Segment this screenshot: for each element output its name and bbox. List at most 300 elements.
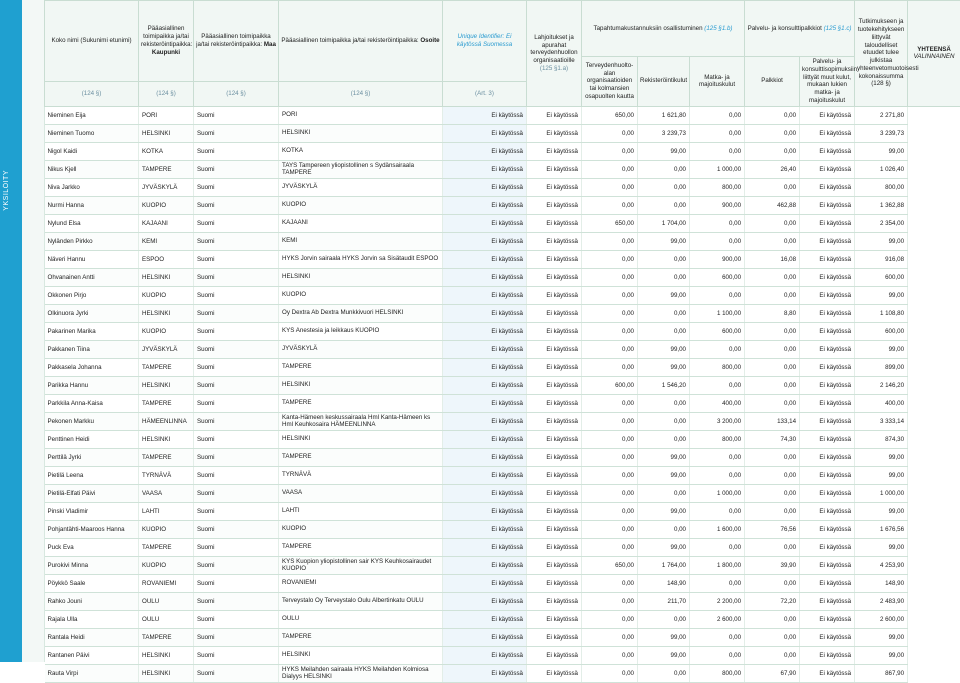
cell-uid: Ei käytössä xyxy=(443,178,527,196)
cell-reg: 0,00 xyxy=(638,412,690,430)
table-row xyxy=(45,304,960,322)
cell-reg: 0,00 xyxy=(638,178,690,196)
cell-related: Ei käytössä xyxy=(800,250,855,268)
cell-travel: 0,00 xyxy=(690,448,745,466)
cell-city: KUOPIO xyxy=(139,520,194,538)
cell-gift: Ei käytössä xyxy=(527,124,582,142)
cell-fees: 39,90 xyxy=(745,556,800,574)
cell-country: Suomi xyxy=(194,430,279,448)
cell-org: 0,00 xyxy=(582,412,638,430)
cell-fees: 0,00 xyxy=(745,610,800,628)
cell-name: Pietilä-Elfati Päivi xyxy=(45,484,139,502)
cell-name: Nigol Kaidi xyxy=(45,142,139,160)
cell-org: 0,00 xyxy=(582,124,638,142)
cell-travel: 900,00 xyxy=(690,250,745,268)
cell-reg: 99,00 xyxy=(638,628,690,646)
cell-uid: Ei käytössä xyxy=(443,232,527,250)
cell-country: Suomi xyxy=(194,520,279,538)
cell-country: Suomi xyxy=(194,196,279,214)
cell-uid: Ei käytössä xyxy=(443,340,527,358)
cell-reg: 0,00 xyxy=(638,520,690,538)
cell-reg: 0,00 xyxy=(638,250,690,268)
cell-total: 2 146,20 xyxy=(855,376,908,394)
table-row xyxy=(45,610,960,628)
cell-reg: 0,00 xyxy=(638,322,690,340)
cell-uid: Ei käytössä xyxy=(443,556,527,574)
cell-total: 1 000,00 xyxy=(855,484,908,502)
cell-uid: Ei käytössä xyxy=(443,142,527,160)
cell-country: Suomi xyxy=(194,250,279,268)
cell-name: Nyländen Pirkko xyxy=(45,232,139,250)
cell-org: 0,00 xyxy=(582,592,638,610)
table-row xyxy=(45,556,960,574)
cell-country: Suomi xyxy=(194,304,279,322)
cell-name: Rajala Ulla xyxy=(45,610,139,628)
col-header-country: Pääasiallinen toimipaikka ja/tai rekisteröintipaikka: Maa xyxy=(194,1,279,82)
cell-reg: 99,00 xyxy=(638,142,690,160)
table-row xyxy=(45,538,960,556)
cell-name: Näveri Hannu xyxy=(45,250,139,268)
cell-total: 1 676,56 xyxy=(855,520,908,538)
table-row xyxy=(45,106,960,124)
cell-fees: 0,00 xyxy=(745,448,800,466)
cell-total: 874,30 xyxy=(855,430,908,448)
cell-travel: 1 000,00 xyxy=(690,484,745,502)
cell-name: Nurmi Hanna xyxy=(45,196,139,214)
cell-fees: 0,00 xyxy=(745,484,800,502)
cell-travel: 1 100,00 xyxy=(690,304,745,322)
cell-gift: Ei käytössä xyxy=(527,484,582,502)
cell-org: 0,00 xyxy=(582,160,638,178)
cell-uid: Ei käytössä xyxy=(443,628,527,646)
cell-total: 400,00 xyxy=(855,394,908,412)
table-row xyxy=(45,196,960,214)
cell-uid: Ei käytössä xyxy=(443,376,527,394)
cell-gift: Ei käytössä xyxy=(527,610,582,628)
cell-total: 2 483,90 xyxy=(855,592,908,610)
cell-name: Pakkasela Johanna xyxy=(45,358,139,376)
cell-travel: 800,00 xyxy=(690,358,745,376)
cell-org: 0,00 xyxy=(582,232,638,250)
table-row xyxy=(45,520,960,538)
cell-related: Ei käytössä xyxy=(800,268,855,286)
table-row xyxy=(45,214,960,232)
cell-travel: 0,00 xyxy=(690,538,745,556)
cell-country: Suomi xyxy=(194,160,279,178)
cell-reg: 99,00 xyxy=(638,646,690,664)
cell-travel: 600,00 xyxy=(690,322,745,340)
cell-country: Suomi xyxy=(194,412,279,430)
cell-name: Perttilä Jyrki xyxy=(45,448,139,466)
cell-org: 0,00 xyxy=(582,574,638,592)
cell-name: Puck Eva xyxy=(45,538,139,556)
table-row xyxy=(45,394,960,412)
disclosure-table xyxy=(44,0,960,683)
cell-country: Suomi xyxy=(194,394,279,412)
cell-name: Rantala Heidi xyxy=(45,628,139,646)
cell-travel: 0,00 xyxy=(690,502,745,520)
ref-country: (124 §) xyxy=(194,81,279,106)
cell-gift: Ei käytössä xyxy=(527,340,582,358)
table-row xyxy=(45,322,960,340)
cell-country: Suomi xyxy=(194,106,279,124)
cell-address: PORI xyxy=(279,106,443,124)
cell-related: Ei käytössä xyxy=(800,466,855,484)
cell-total: 2 354,00 xyxy=(855,214,908,232)
cell-org: 0,00 xyxy=(582,610,638,628)
cell-address: HELSINKI xyxy=(279,646,443,664)
cell-travel: 0,00 xyxy=(690,466,745,484)
cell-reg: 99,00 xyxy=(638,466,690,484)
cell-address: KYS Anestesia ja leikkaus KUOPIO xyxy=(279,322,443,340)
cell-fees: 72,20 xyxy=(745,592,800,610)
cell-related: Ei käytössä xyxy=(800,142,855,160)
cell-related: Ei käytössä xyxy=(800,646,855,664)
cell-uid: Ei käytössä xyxy=(443,448,527,466)
cell-total: 99,00 xyxy=(855,232,908,250)
cell-travel: 0,00 xyxy=(690,142,745,160)
cell-country: Suomi xyxy=(194,286,279,304)
cell-travel: 0,00 xyxy=(690,232,745,250)
cell-total: 2 600,00 xyxy=(855,610,908,628)
cell-name: Pohjantähti-Maaroos Hanna xyxy=(45,520,139,538)
sidebar-gutter xyxy=(22,0,45,662)
col-header-fees: Palkkiot xyxy=(745,57,800,107)
cell-country: Suomi xyxy=(194,592,279,610)
cell-address: TYRNÄVÄ xyxy=(279,466,443,484)
cell-related: Ei käytössä xyxy=(800,556,855,574)
cell-address: HELSINKI xyxy=(279,268,443,286)
cell-country: Suomi xyxy=(194,322,279,340)
cell-country: Suomi xyxy=(194,610,279,628)
cell-uid: Ei käytössä xyxy=(443,610,527,628)
cell-total: 99,00 xyxy=(855,646,908,664)
cell-reg: 99,00 xyxy=(638,286,690,304)
cell-city: TAMPERE xyxy=(139,358,194,376)
cell-reg: 1 621,80 xyxy=(638,106,690,124)
cell-related: Ei käytössä xyxy=(800,160,855,178)
cell-name: Penttinen Heidi xyxy=(45,430,139,448)
cell-travel: 1 600,00 xyxy=(690,520,745,538)
cell-uid: Ei käytössä xyxy=(443,394,527,412)
cell-name: Nieminen Eija xyxy=(45,106,139,124)
cell-fees: 0,00 xyxy=(745,322,800,340)
cell-total: 916,08 xyxy=(855,250,908,268)
cell-total: 899,00 xyxy=(855,358,908,376)
cell-country: Suomi xyxy=(194,556,279,574)
table-body xyxy=(45,106,960,682)
cell-country: Suomi xyxy=(194,340,279,358)
table-row xyxy=(45,268,960,286)
cell-related: Ei käytössä xyxy=(800,376,855,394)
cell-related: Ei käytössä xyxy=(800,196,855,214)
cell-country: Suomi xyxy=(194,178,279,196)
cell-travel: 0,00 xyxy=(690,340,745,358)
cell-name: Rauta Virpi xyxy=(45,664,139,682)
cell-city: TAMPERE xyxy=(139,394,194,412)
cell-travel: 2 600,00 xyxy=(690,610,745,628)
cell-fees: 0,00 xyxy=(745,574,800,592)
cell-fees: 0,00 xyxy=(745,268,800,286)
cell-city: KEMI xyxy=(139,232,194,250)
cell-address: Oy Dextra Ab Dextra Munkkivuori HELSINKI xyxy=(279,304,443,322)
cell-gift: Ei käytössä xyxy=(527,358,582,376)
cell-address: OULU xyxy=(279,610,443,628)
cell-city: HÄMEENLINNA xyxy=(139,412,194,430)
cell-related: Ei käytössä xyxy=(800,574,855,592)
cell-country: Suomi xyxy=(194,358,279,376)
table-row xyxy=(45,484,960,502)
cell-uid: Ei käytössä xyxy=(443,160,527,178)
cell-fees: 0,00 xyxy=(745,394,800,412)
sidebar-label: YKSILÖITY xyxy=(3,170,10,211)
cell-related: Ei käytössä xyxy=(800,304,855,322)
cell-fees: 133,14 xyxy=(745,412,800,430)
ref-address: (124 §) xyxy=(279,81,443,106)
cell-address: Kanta-Hämeen keskussairaala Hml Kanta-Hämeen ks Hml Keuhkosaira HÄMEENLINNA xyxy=(279,412,443,430)
cell-related: Ei käytössä xyxy=(800,340,855,358)
cell-org: 0,00 xyxy=(582,178,638,196)
cell-address: TAMPERE xyxy=(279,628,443,646)
cell-country: Suomi xyxy=(194,628,279,646)
cell-reg: 0,00 xyxy=(638,196,690,214)
cell-gift: Ei käytössä xyxy=(527,142,582,160)
cell-related: Ei käytössä xyxy=(800,412,855,430)
cell-uid: Ei käytössä xyxy=(443,538,527,556)
cell-name: Nylund Elsa xyxy=(45,214,139,232)
cell-city: OULU xyxy=(139,592,194,610)
cell-gift: Ei käytössä xyxy=(527,394,582,412)
cell-country: Suomi xyxy=(194,538,279,556)
cell-gift: Ei käytössä xyxy=(527,538,582,556)
cell-uid: Ei käytössä xyxy=(443,358,527,376)
cell-reg: 0,00 xyxy=(638,484,690,502)
table-row xyxy=(45,430,960,448)
cell-name: Okkonen Pirjo xyxy=(45,286,139,304)
cell-related: Ei käytössä xyxy=(800,538,855,556)
cell-address: HYKS Meilahden sairaala HYKS Meilahden Kolmiosa Dialyys HELSINKI xyxy=(279,664,443,682)
cell-city: OULU xyxy=(139,610,194,628)
cell-uid: Ei käytössä xyxy=(443,214,527,232)
cell-travel: 800,00 xyxy=(690,664,745,682)
cell-city: HELSINKI xyxy=(139,430,194,448)
cell-country: Suomi xyxy=(194,484,279,502)
cell-city: ESPOO xyxy=(139,250,194,268)
cell-related: Ei käytössä xyxy=(800,520,855,538)
table-row xyxy=(45,412,960,430)
cell-country: Suomi xyxy=(194,142,279,160)
cell-fees: 0,00 xyxy=(745,628,800,646)
cell-name: Pakkanen Tiina xyxy=(45,340,139,358)
cell-uid: Ei käytössä xyxy=(443,250,527,268)
cell-name: Pinski Vladimir xyxy=(45,502,139,520)
cell-org: 0,00 xyxy=(582,520,638,538)
cell-gift: Ei käytössä xyxy=(527,196,582,214)
cell-address: HELSINKI xyxy=(279,124,443,142)
cell-address: TAMPERE xyxy=(279,448,443,466)
cell-address: TAMPERE xyxy=(279,358,443,376)
cell-address: KEMI xyxy=(279,232,443,250)
cell-city: JYVÄSKYLÄ xyxy=(139,340,194,358)
cell-gift: Ei käytössä xyxy=(527,412,582,430)
cell-name: Niva Jarkko xyxy=(45,178,139,196)
cell-travel: 900,00 xyxy=(690,196,745,214)
cell-gift: Ei käytössä xyxy=(527,250,582,268)
cell-name: Pakarinen Marika xyxy=(45,322,139,340)
cell-travel: 400,00 xyxy=(690,394,745,412)
cell-travel: 0,00 xyxy=(690,124,745,142)
table-row xyxy=(45,124,960,142)
cell-city: KUOPIO xyxy=(139,556,194,574)
cell-name: Pekonen Markku xyxy=(45,412,139,430)
col-header-events-org: Terveydenhuolto-alan organisaatioiden tai kolmansien osapuolten kautta xyxy=(582,57,638,107)
table-row xyxy=(45,340,960,358)
cell-total: 1 026,40 xyxy=(855,160,908,178)
cell-org: 0,00 xyxy=(582,466,638,484)
cell-org: 650,00 xyxy=(582,106,638,124)
cell-fees: 462,88 xyxy=(745,196,800,214)
cell-org: 0,00 xyxy=(582,538,638,556)
cell-reg: 1 546,20 xyxy=(638,376,690,394)
cell-total: 99,00 xyxy=(855,142,908,160)
col-header-fees-group: Palvelu- ja konsulttipalkkiot (125 §1.c) xyxy=(745,1,855,57)
cell-fees: 16,08 xyxy=(745,250,800,268)
cell-address: LAHTI xyxy=(279,502,443,520)
cell-city: KAJAANI xyxy=(139,214,194,232)
cell-uid: Ei käytössä xyxy=(443,520,527,538)
cell-org: 0,00 xyxy=(582,142,638,160)
cell-org: 0,00 xyxy=(582,502,638,520)
cell-gift: Ei käytössä xyxy=(527,232,582,250)
cell-org: 0,00 xyxy=(582,358,638,376)
cell-gift: Ei käytössä xyxy=(527,106,582,124)
table-row xyxy=(45,574,960,592)
cell-reg: 0,00 xyxy=(638,394,690,412)
cell-reg: 0,00 xyxy=(638,268,690,286)
cell-travel: 0,00 xyxy=(690,286,745,304)
cell-city: TAMPERE xyxy=(139,160,194,178)
cell-related: Ei käytössä xyxy=(800,394,855,412)
cell-country: Suomi xyxy=(194,376,279,394)
table-row xyxy=(45,466,960,484)
cell-fees: 0,00 xyxy=(745,538,800,556)
cell-fees: 0,00 xyxy=(745,376,800,394)
cell-address: JYVÄSKYLÄ xyxy=(279,340,443,358)
cell-fees: 0,00 xyxy=(745,106,800,124)
cell-name: Purokivi Minna xyxy=(45,556,139,574)
cell-fees: 0,00 xyxy=(745,358,800,376)
cell-gift: Ei käytössä xyxy=(527,466,582,484)
cell-total: 99,00 xyxy=(855,628,908,646)
cell-fees: 0,00 xyxy=(745,502,800,520)
cell-name: Parkkila Anna-Kaisa xyxy=(45,394,139,412)
cell-travel: 0,00 xyxy=(690,628,745,646)
cell-gift: Ei käytössä xyxy=(527,268,582,286)
cell-related: Ei käytössä xyxy=(800,430,855,448)
cell-gift: Ei käytössä xyxy=(527,502,582,520)
cell-name: Ohvanainen Antti xyxy=(45,268,139,286)
cell-uid: Ei käytössä xyxy=(443,646,527,664)
cell-total: 99,00 xyxy=(855,466,908,484)
cell-gift: Ei käytössä xyxy=(527,430,582,448)
cell-reg: 0,00 xyxy=(638,610,690,628)
col-header-fees-related: Palvelu- ja konsulttisopimuksiin liittyät muut kulut, mukaan lukien matka- ja majoituskulut xyxy=(800,57,855,107)
cell-total: 99,00 xyxy=(855,502,908,520)
cell-related: Ei käytössä xyxy=(800,448,855,466)
cell-gift: Ei käytössä xyxy=(527,376,582,394)
cell-name: Rantanen Päivi xyxy=(45,646,139,664)
cell-travel: 3 200,00 xyxy=(690,412,745,430)
cell-related: Ei käytössä xyxy=(800,178,855,196)
cell-city: LAHTI xyxy=(139,502,194,520)
col-header-events-group: Tapahtumakustannuksiin osallistuminen (125 §1.b) xyxy=(582,1,745,57)
cell-name: Pietilä Leena xyxy=(45,466,139,484)
col-header-city: Pääasiallinen toimipaikka ja/tai rekisteröintipaikka: Kaupunki xyxy=(139,1,194,82)
cell-travel: 0,00 xyxy=(690,376,745,394)
cell-total: 800,00 xyxy=(855,178,908,196)
table-row xyxy=(45,592,960,610)
cell-fees: 0,00 xyxy=(745,142,800,160)
table-row xyxy=(45,250,960,268)
cell-gift: Ei käytössä xyxy=(527,646,582,664)
cell-gift: Ei käytössä xyxy=(527,628,582,646)
cell-total: 2 271,80 xyxy=(855,106,908,124)
cell-travel: 0,00 xyxy=(690,646,745,664)
cell-travel: 800,00 xyxy=(690,430,745,448)
cell-fees: 8,80 xyxy=(745,304,800,322)
cell-reg: 0,00 xyxy=(638,304,690,322)
cell-org: 0,00 xyxy=(582,286,638,304)
cell-uid: Ei käytössä xyxy=(443,502,527,520)
cell-org: 0,00 xyxy=(582,394,638,412)
cell-city: ROVANIEMI xyxy=(139,574,194,592)
cell-gift: Ei käytössä xyxy=(527,664,582,682)
cell-org: 650,00 xyxy=(582,556,638,574)
cell-reg: 0,00 xyxy=(638,160,690,178)
sidebar-band xyxy=(0,0,22,662)
cell-fees: 0,00 xyxy=(745,214,800,232)
col-header-registration: Rekisteröintikulut xyxy=(638,57,690,107)
cell-name: Nieminen Tuomo xyxy=(45,124,139,142)
table-row xyxy=(45,178,960,196)
table-row xyxy=(45,628,960,646)
cell-total: 99,00 xyxy=(855,448,908,466)
cell-related: Ei käytössä xyxy=(800,628,855,646)
cell-uid: Ei käytössä xyxy=(443,430,527,448)
col-header-rnd: Tutkimukseen ja tuotekehitykseen liittyvät taloudelliset etuudet tulee julkistaa yhteenvetomuotoisesti kokonaissumma (128 §) xyxy=(855,1,908,107)
cell-gift: Ei käytössä xyxy=(527,520,582,538)
cell-travel: 800,00 xyxy=(690,178,745,196)
cell-gift: Ei käytössä xyxy=(527,556,582,574)
cell-country: Suomi xyxy=(194,232,279,250)
cell-city: KUOPIO xyxy=(139,286,194,304)
table-row xyxy=(45,448,960,466)
table-row xyxy=(45,142,960,160)
cell-reg: 99,00 xyxy=(638,358,690,376)
cell-total: 867,90 xyxy=(855,664,908,682)
cell-address: KYS Kuopion yliopistollinen sair KYS Keuhkosairaudet KUOPIO xyxy=(279,556,443,574)
cell-uid: Ei käytössä xyxy=(443,664,527,682)
cell-org: 0,00 xyxy=(582,628,638,646)
cell-country: Suomi xyxy=(194,124,279,142)
cell-city: KUOPIO xyxy=(139,322,194,340)
cell-country: Suomi xyxy=(194,448,279,466)
cell-address: ROVANIEMI xyxy=(279,574,443,592)
cell-total: 99,00 xyxy=(855,286,908,304)
cell-uid: Ei käytössä xyxy=(443,574,527,592)
ref-city: (124 §) xyxy=(139,81,194,106)
cell-related: Ei käytössä xyxy=(800,664,855,682)
